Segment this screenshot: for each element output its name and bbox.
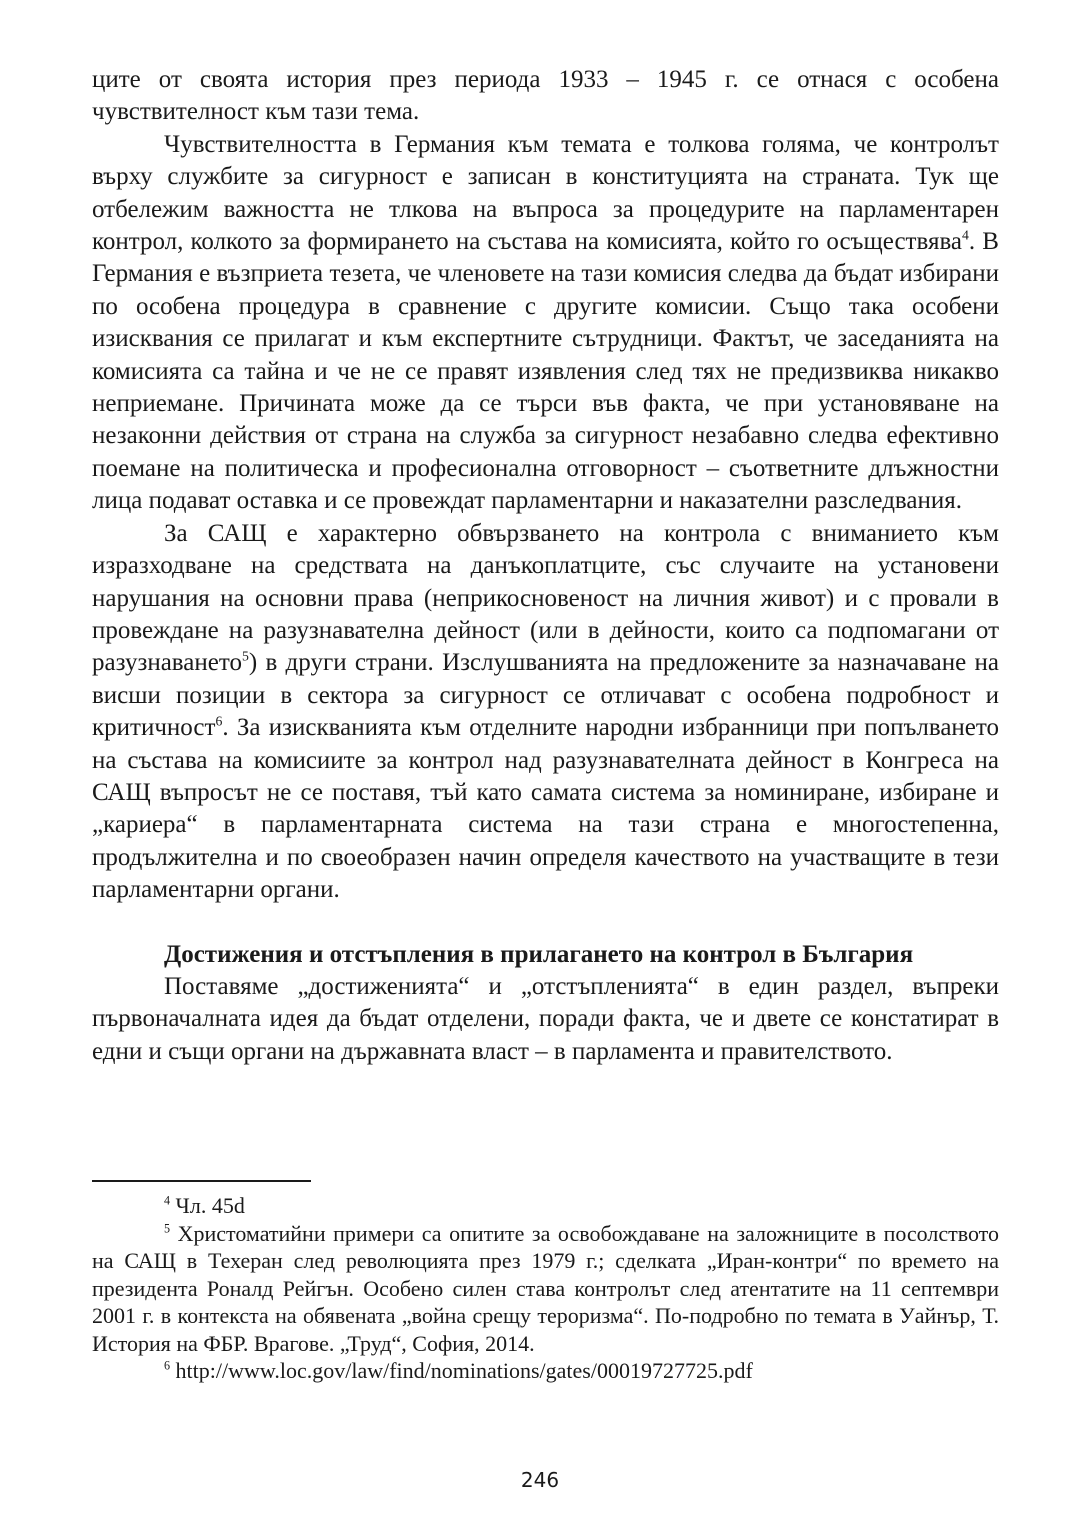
paragraph-1: ците от своята история през периода 1933 – 1945 г. се отнася с особена чувствителност към тази тема. xyxy=(92,66,999,126)
footnote-ref-6[interactable]: 6 xyxy=(215,713,223,729)
footnote-5: $^5$ Христоматийни примери са опитите за освобождаване на заложниците в посолството на САЩ в Техеран след революцията през 1979 г.; сделката „Иран-контри“ по времето на президента Роналд Рейгън. Особено силен става контролът след атентатите на 11 септември 2001 г. в контекста на обявената „война срещу тероризма“. По-подробно по темата в Уайнър, Т. История на ФБР. Врагове. „Труд“, София, 2014. xyxy=(92,1220,999,1356)
footnotes xyxy=(92,1192,999,1385)
paragraph-3: За САЩ е характерно обвързването на контрола с вниманието към изразходване на средствата на данъкоплатците, със случаите на установени нарушания на основни права (неприкосновеност на личния живот) и с провали в провеждане на разузнавателна дейност (или в дейности, които са подпомагани от разузнаването$^5$) в други страни. Изслушванията на предложените за назначаване на висши позиции в сектора за сигурност се отличават с особена подробност и критичност$^6$. За изискванията към отделните народни избранници при попълването на състава на комисиите за контрол над разузнавателната дейност в Конгреса на САЩ въпросът не се поставя, тъй като самата система за номиниране, избиране и „кариера“ в парламентарната система на тази страна е многостепенна, продължителна и по своеобразен начин определя качеството на участващите в тези парламентарни органи. xyxy=(92,519,999,904)
main-text xyxy=(92,64,999,1068)
footnote-link[interactable]: http://www.loc.gov/law/find/nominations/gates/00019727725.pdf xyxy=(170,1358,753,1383)
footnote-separator xyxy=(92,1180,311,1182)
footnote-ref-4[interactable]: 4 xyxy=(962,227,969,243)
footnote-6: $^6$ http://www.loc.gov/law/find/nominations/gates/00019727725.pdf xyxy=(164,1358,753,1383)
page-number: 246 xyxy=(520,1468,560,1492)
document-page xyxy=(92,64,999,1068)
paragraph-4: Поставяме „достиженията“ и „отстъпленията“ в един раздел, въпреки първоначалната идея да бъдат отделени, поради факта, че и двете се констатират в едни и същи органи на държавната власт – в парламента и правителството. xyxy=(92,972,999,1065)
section-heading: Достижения и отстъпления в прилагането на контрол в България xyxy=(164,940,914,968)
footnote-4: $^4$ Чл. 45d xyxy=(164,1193,245,1218)
footnote-ref-5[interactable]: 5 xyxy=(241,648,249,664)
paragraph-2: Чувствителността в Германия към темата е толкова голяма, че контролът върху службите за сигурност е записан в конституцията на страната. Тук ще отбележим важността не тлкова на въпроса за процедурите на парламентарен контрол, колкото за формирането на състава на комисията, който го осъществява$^4$. В Германия е възприета тезета, че членовете на тази комисия следва да бъдат избирани по особена процедура в сравнение с другите комисии. Също така особени изисквания се прилагат и към експертните сътрудници. Фактът, че заседанията на комисията са тайна и че не се правят изявления след тях не предизвиква никакво неприемане. Причината може да се търси във факта, че при установяване на незаконни действия от страна на служба за сигурност незабавно следва ефективно поемане на политическа и професионална отговорност – съответните длъжностни лица подават оставка и се провеждат парламентарни и наказателни разследвания. xyxy=(92,130,999,515)
section-gap xyxy=(92,907,999,939)
